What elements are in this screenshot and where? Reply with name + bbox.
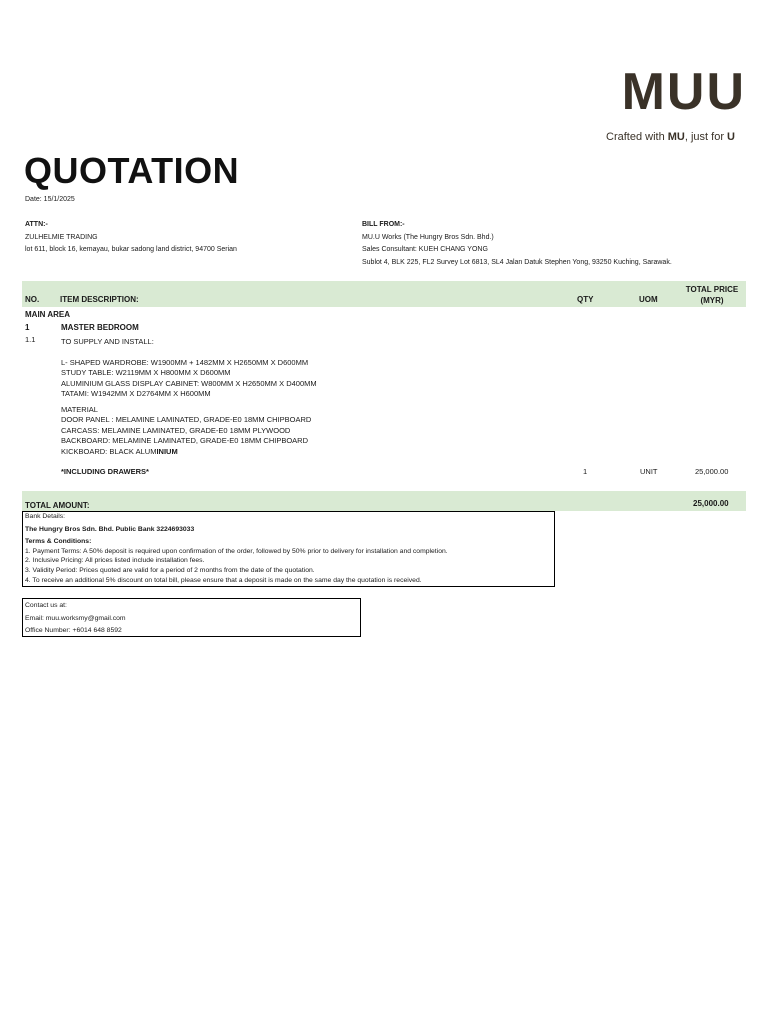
- bank-details: The Hungry Bros Sdn. Bhd. Public Bank 3224693033: [25, 525, 195, 533]
- col-header-description: ITEM DESCRIPTION:: [60, 295, 139, 304]
- terms-item: 3. Validity Period: Prices quoted are valid for a period of 2 months from the date of the quotation.: [25, 566, 315, 574]
- logo-wordmark: MUU: [621, 63, 746, 121]
- group-master-bedroom: MASTER BEDROOM: [61, 323, 139, 332]
- bill-from-consultant: Sales Consultant: KUEH CHANG YONG: [362, 246, 488, 253]
- material-block: [61, 405, 311, 457]
- col-header-no: NO.: [25, 295, 40, 304]
- total-row: [22, 491, 746, 511]
- terms-item: 2. Inclusive Pricing: All prices listed include installation fees.: [25, 557, 205, 565]
- item-qty: 1: [583, 467, 588, 476]
- material-line-kickboard: KICKBOARD: BLACK ALUMINIUM: [61, 446, 178, 456]
- section-main-area: MAIN AREA: [25, 310, 71, 319]
- col-header-qty: QTY: [577, 295, 594, 304]
- brand-logo: [606, 62, 746, 122]
- table-header: [22, 281, 746, 307]
- document-title: QUOTATION: [24, 150, 240, 191]
- item-price: 25,000.00: [695, 467, 729, 476]
- attn-address: lot 611, block 16, kemayau, bukar sadong land district, 94700 Serian: [25, 246, 237, 253]
- total-value: 25,000.00: [693, 499, 729, 508]
- item-number: 1.1: [25, 335, 36, 344]
- bill-from-company: MU.U Works (The Hungry Bros Sdn. Bhd.): [362, 233, 494, 241]
- contact-phone[interactable]: Office Number: +6014 648 8592: [25, 627, 122, 634]
- material-line: BACKBOARD: MELAMINE LAMINATED, GRADE-E0 18MM CHIPBOARD: [61, 436, 308, 446]
- group-number: 1: [25, 323, 30, 332]
- bank-label: Bank Details:: [25, 513, 66, 520]
- terms-title: Terms & Conditions:: [25, 538, 92, 546]
- item-uom: UNIT: [640, 467, 658, 476]
- terms-item: 4. To receive an additional 5% discount on total bill, please ensure that a deposit is made on the same day the quotation is received.: [25, 576, 422, 584]
- bank-terms-box: [22, 511, 555, 587]
- contact-email[interactable]: Email: muu.worksmy@gmail.com: [25, 614, 126, 622]
- brand-tagline: Crafted with MU, just for U: [606, 131, 735, 143]
- material-line: CARCASS: MELAMINE LAMINATED, GRADE-E0 18MM PLYWOOD: [61, 425, 291, 435]
- col-header-total-price: TOTAL PRICE (MYR): [685, 285, 739, 305]
- quotation-date: Date: 15/1/2025: [25, 196, 75, 203]
- material-title: MATERIAL: [61, 405, 98, 414]
- bill-from-label: BILL FROM:-: [362, 221, 405, 228]
- material-line: DOOR PANEL : MELAMINE LAMINATED, GRADE-E0 18MM CHIPBOARD: [61, 415, 312, 425]
- spec-line: L- SHAPED WARDROBE: W1900MM + 1482MM X H2650MM X D600MM: [61, 357, 309, 367]
- bill-from-address: Sublot 4, BLK 225, FL2 Survey Lot 6813, SL4 Jalan Datuk Stephen Yong, 93250 Kuching, Sarawak.: [362, 258, 672, 266]
- attn-block: [25, 219, 237, 257]
- supply-line: TO SUPPLY AND INSTALL:: [61, 337, 154, 346]
- spec-line: ALUMINIUM GLASS DISPLAY CABINET: W800MM X H2650MM X D400MM: [61, 378, 317, 388]
- terms-item: 1. Payment Terms: A 50% deposit is required upon confirmation of the order, followed by 50% prior to delivery for installation and completion.: [25, 547, 448, 555]
- attn-label: ATTN:-: [25, 221, 48, 228]
- spec-line: TATAMI: W1942MM X D2764MM X H600MM: [61, 389, 211, 399]
- bill-from-block: [362, 219, 672, 269]
- contact-box: [22, 598, 361, 637]
- spec-line: STUDY TABLE: W2119MM X H800MM X D600MM: [61, 368, 231, 378]
- item-note: *INCLUDING DRAWERS*: [61, 467, 149, 476]
- total-label: TOTAL AMOUNT:: [25, 501, 90, 510]
- attn-name: ZULHELMIE TRADING: [25, 233, 98, 241]
- item-description: [61, 337, 317, 399]
- col-header-uom: UOM: [639, 295, 658, 304]
- contact-label: Contact us at:: [25, 602, 67, 609]
